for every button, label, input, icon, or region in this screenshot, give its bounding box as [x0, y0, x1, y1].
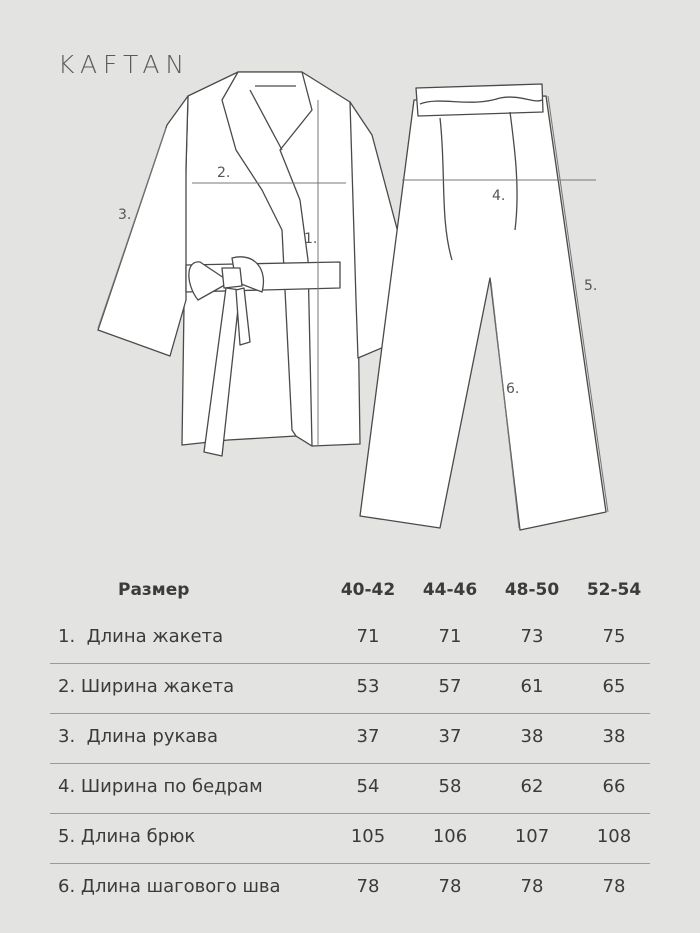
size-table: [50, 568, 650, 913]
table-cell: 54: [356, 776, 380, 797]
table-cell: 107: [514, 826, 550, 847]
table-cell: 78: [520, 876, 544, 897]
size-col: 40-42: [340, 580, 396, 600]
table-cell: 71: [438, 626, 462, 647]
trousers: [360, 96, 606, 530]
table-cell: 66: [602, 776, 626, 797]
table-cell: 108: [596, 826, 632, 847]
table-cell: 53: [356, 676, 380, 697]
size-table-header: [50, 568, 650, 614]
label-trouser-length: 5.: [584, 278, 598, 294]
table-cell: 61: [520, 676, 544, 697]
table-row: [50, 814, 650, 864]
label-hip-width: 4.: [492, 188, 506, 204]
table-cell: 37: [438, 726, 462, 747]
table-cell: 38: [602, 726, 626, 747]
size-col: 44-46: [422, 580, 478, 600]
table-row: [50, 714, 650, 764]
brand-title: KAFTAN: [58, 50, 191, 79]
table-cell: 105: [350, 826, 386, 847]
table-cell: 73: [520, 626, 544, 647]
table-cell: 75: [602, 626, 626, 647]
table-row: [50, 614, 650, 664]
table-cell: 78: [356, 876, 380, 897]
table-cell: 71: [356, 626, 380, 647]
label-jacket-width: 2.: [217, 165, 231, 181]
table-cell: 38: [520, 726, 544, 747]
row-label: 1. Длина жакета: [58, 626, 224, 647]
trousers-waistband: [416, 84, 543, 116]
table-cell: 78: [602, 876, 626, 897]
table-row: [50, 864, 650, 913]
row-label: 5. Длина брюк: [58, 826, 196, 847]
table-cell: 62: [520, 776, 544, 797]
size-header-label: Размер: [118, 580, 190, 600]
row-label: 4. Ширина по бедрам: [58, 776, 263, 797]
table-row: [50, 764, 650, 814]
row-label: 6. Длина шагового шва: [58, 876, 281, 897]
table-cell: 106: [432, 826, 468, 847]
label-sleeve-length: 3.: [118, 207, 132, 223]
table-cell: 37: [356, 726, 380, 747]
jacket-left-sleeve: [98, 96, 188, 356]
table-row: [50, 664, 650, 714]
table-cell: 57: [438, 676, 462, 697]
table-cell: 78: [438, 876, 462, 897]
row-label: 2. Ширина жакета: [58, 676, 235, 697]
label-inseam-length: 6.: [506, 381, 520, 397]
table-cell: 58: [438, 776, 462, 797]
size-col: 48-50: [504, 580, 560, 600]
table-cell: 65: [602, 676, 626, 697]
row-label: 3. Длина рукава: [58, 726, 219, 747]
size-col: 52-54: [586, 580, 642, 600]
label-jacket-length: 1.: [304, 231, 318, 247]
